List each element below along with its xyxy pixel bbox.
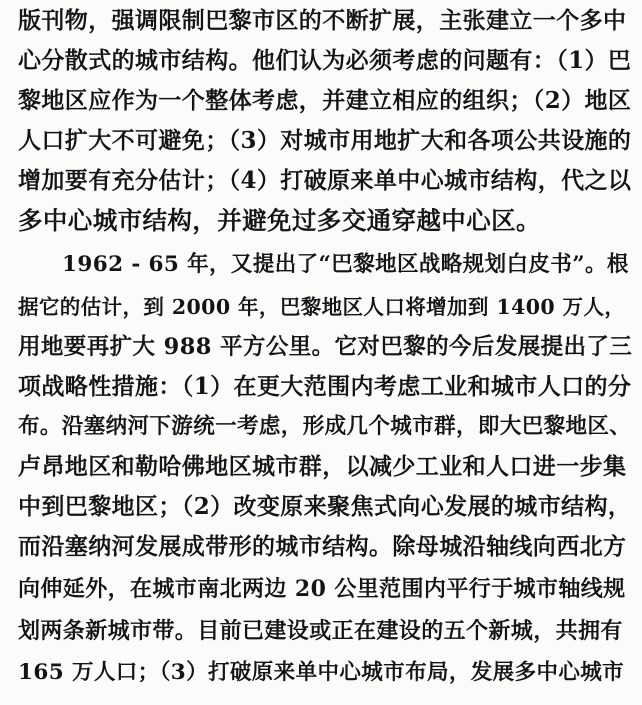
text-line-16: 划两条新城市带。目前已建设或正在建设的五个新城，共拥有 bbox=[18, 618, 623, 644]
text-line-13: 中到巴黎地区；（2）改变原来聚焦式向心发展的城市结构， bbox=[18, 493, 632, 520]
text-line-10: 项战略性措施：（1）在更大范围内考虑工业和城市人口的分 bbox=[18, 373, 632, 400]
text-line-12: 卢昂地区和勒哈佛地区城市群，以减少工业和人口进一步集 bbox=[18, 453, 627, 480]
text-line-5: 增加要有充分估计；（4）打破原来单中心城市结构，代之以 bbox=[18, 167, 632, 194]
text-line-15: 向伸延外，在城市南北两边 20 公里范围内平行于城市轴线规 bbox=[18, 576, 626, 602]
text-line-7: 1962 - 65 年，又提出了“巴黎地区战略规划白皮书”。根 bbox=[62, 252, 629, 277]
text-line-4: 人口扩大不可避免；（3）对城市用地扩大和各项公共设施的 bbox=[18, 127, 632, 154]
text-line-11: 布。沿塞纳河下游统一考虑，形成几个城市群，即大巴黎地区、 bbox=[18, 414, 632, 439]
text-line-9: 用地要再扩大 988 平方公里。它对巴黎的今后发展提出了三 bbox=[18, 334, 632, 360]
text-line-14: 而沿塞纳河发展成带形的城市结构。除母城沿轴线向西北方 bbox=[18, 533, 627, 560]
text-line-8: 据它的估计，到 2000 年，巴黎地区人口将增加到 1400 万人， bbox=[18, 295, 626, 319]
text-line-1: 版刊物，强调限制巴黎市区的不断扩展，主张建立一个多中 bbox=[18, 7, 627, 34]
text-line-6: 多中心城市结构，并避免过多交通穿越中心区。 bbox=[18, 206, 541, 235]
text-line-2: 心分散式的城市结构。他们认为必须考虑的问题有：（1）巴 bbox=[18, 47, 632, 74]
text-line-3: 黎地区应作为一个整体考虑，并建立相应的组织；（2）地区 bbox=[18, 87, 632, 114]
text-line-17: 165 万人口；（3）打破原来单中心城市布局，发展多中心城市 bbox=[18, 660, 625, 685]
